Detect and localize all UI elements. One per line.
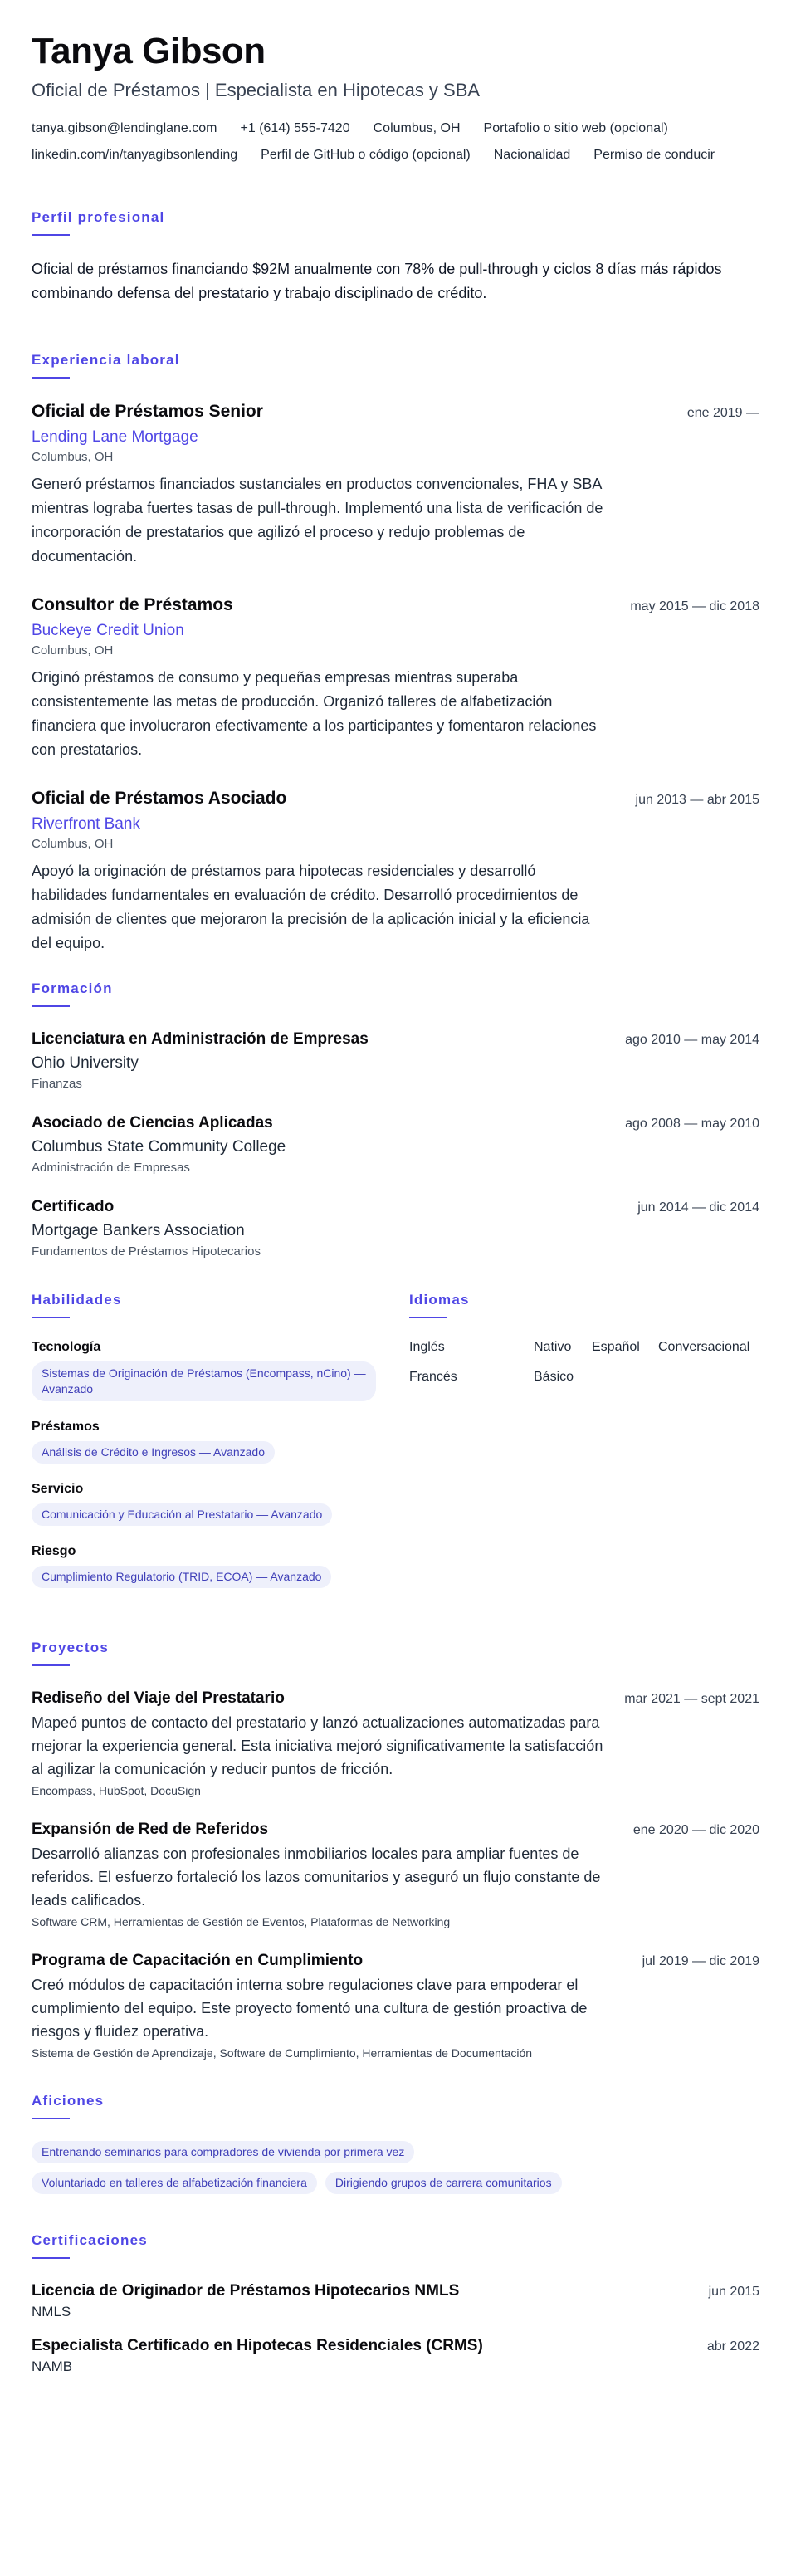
section-title: Experiencia laboral: [32, 352, 180, 368]
skill-category: Riesgo: [32, 1544, 76, 1558]
education-date: ago 2008 — may 2010: [625, 1117, 759, 1131]
job-description: Generó préstamos financiados sustanciales en productos convencionales, FHA y SBA mientras lograba fuertes tasas de pull-through. Implementó una lista de verificación de incorporación de prestatarios que agilizó el proceso y redujo problemas de documentación.: [32, 476, 603, 565]
job-location: Columbus, OH: [32, 643, 114, 657]
project-date: mar 2021 — sept 2021: [624, 1692, 759, 1706]
project-description: Desarrolló alianzas con profesionales inmobiliarios locales para ampliar fuentes de referidos. El esfuerzo fortaleció los lazos comunitarios y aseguró un flujo constante de leads calificados.: [32, 1845, 601, 1909]
project-entry: [32, 1688, 759, 1797]
certification-issuer: NMLS: [32, 2304, 71, 2319]
section-divider: [32, 1005, 70, 1007]
education-degree: Asociado de Ciencias Aplicadas: [32, 1114, 273, 1132]
education-date: ago 2010 — may 2014: [625, 1033, 759, 1047]
education-field: Finanzas: [32, 1077, 82, 1091]
job-description: Apoyó la originación de préstamos para hipotecas residenciales y desarrolló habilidades fundamentales en evaluación de crédito. Desarrolló procedimientos de admisión de clientes que mejoraron la precisión de la aplicación inicial y la eficiencia del equipo.: [32, 863, 590, 951]
skill-category: Tecnología: [32, 1340, 101, 1354]
summary-text: Oficial de préstamos financiando $92M anualmente con 78% de pull-through y ciclos 8 días más rápidos combinando defensa del prestatario y trabajo disciplinado de crédito.: [32, 261, 722, 301]
certification-entry: [32, 2280, 759, 2320]
skill-category: Préstamos: [32, 1420, 100, 1434]
contact-portfolio[interactable]: Portafolio o sitio web (opcional): [483, 121, 668, 135]
job-title: Oficial de Préstamos Senior: [32, 402, 263, 421]
experience-section: [32, 352, 759, 956]
certification-date: jun 2015: [708, 2285, 759, 2299]
project-tools: Software CRM, Herramientas de Gestión de Eventos, Plataformas de Networking: [32, 1915, 451, 1928]
contact-phone[interactable]: +1 (614) 555-7420: [240, 121, 350, 135]
project-description: Creó módulos de capacitación interna sobre regulaciones clave para empoderar el cumplimiento del equipo. Este proyecto fomentó una cultura de gestión proactiva de riesgos y fluidez operativa.: [32, 1977, 588, 2040]
contact-nationality: Nacionalidad: [493, 148, 571, 162]
certification-title: Licencia de Originador de Préstamos Hipotecarios NMLS: [32, 2282, 460, 2300]
section-title: Habilidades: [32, 1292, 122, 1308]
section-title: Formación: [32, 980, 113, 996]
skill-group: [32, 1544, 376, 1588]
project-tools: Encompass, HubSpot, DocuSign: [32, 1784, 201, 1797]
section-title: Idiomas: [409, 1292, 470, 1308]
skills-languages-section: [32, 1292, 759, 1606]
section-divider: [32, 2118, 70, 2119]
education-entry: [32, 1196, 759, 1259]
education-degree: Certificado: [32, 1198, 115, 1215]
job-entry: [32, 787, 759, 956]
project-title: Expansión de Red de Referidos: [32, 1821, 269, 1838]
job-company: Riverfront Bank: [32, 815, 140, 833]
education-entry: [32, 1029, 759, 1091]
project-title: Programa de Capacitación en Cumplimiento: [32, 1952, 364, 1969]
section-title: Proyectos: [32, 1640, 110, 1655]
job-location: Columbus, OH: [32, 837, 114, 851]
candidate-name: Tanya Gibson: [32, 31, 266, 71]
education-field: Administración de Empresas: [32, 1161, 190, 1175]
section-title: Perfil profesional: [32, 209, 165, 225]
language-name: Inglés: [409, 1340, 445, 1354]
section-divider: [32, 1664, 70, 1666]
job-description: Originó préstamos de consumo y pequeñas empresas mientras superaba consistentemente las metas de producción. Organizó talleres de alfabetización financiera que involucraron efectivamente a los participantes y fomentaron relaciones con prestatarios.: [32, 669, 597, 758]
certification-entry: [32, 2335, 759, 2375]
education-entry: [32, 1112, 759, 1175]
skill-chip: Comunicación y Educación al Prestatario — Avanzado: [32, 1503, 332, 1526]
language-row: [409, 1370, 758, 1385]
language-level: Conversacional: [658, 1340, 750, 1354]
education-field: Fundamentos de Préstamos Hipotecarios: [32, 1244, 261, 1259]
job-date: may 2015 — dic 2018: [630, 599, 759, 613]
interest-chip: Voluntariado en talleres de alfabetización financiera: [32, 2172, 317, 2194]
language-level: Nativo: [534, 1340, 572, 1354]
projects-section: [32, 1640, 759, 2060]
contact-email[interactable]: tanya.gibson@lendinglane.com: [32, 121, 217, 135]
section-divider: [32, 234, 70, 236]
language-name: Español: [592, 1340, 640, 1354]
interest-chip: Entrenando seminarios para compradores de vivienda por primera vez: [32, 2141, 414, 2163]
certification-date: abr 2022: [706, 2339, 759, 2354]
job-company: Buckeye Credit Union: [32, 622, 184, 639]
contact-location: Columbus, OH: [373, 121, 461, 135]
skill-group: [32, 1340, 376, 1401]
contact-driving-license: Permiso de conducir: [593, 148, 715, 162]
certification-issuer: NAMB: [32, 2358, 73, 2374]
language-level: Básico: [534, 1370, 574, 1384]
language-row: [409, 1340, 758, 1355]
skills-column: [32, 1292, 376, 1606]
certifications-section: [32, 2232, 759, 2375]
languages-column: [409, 1292, 758, 1606]
education-school: Columbus State Community College: [32, 1138, 286, 1156]
certification-title: Especialista Certificado en Hipotecas Residenciales (CRMS): [32, 2337, 483, 2354]
project-entry: [32, 1819, 759, 1928]
skill-category: Servicio: [32, 1482, 84, 1496]
job-entry: [32, 594, 759, 762]
language-name: Francés: [409, 1370, 457, 1384]
section-divider: [32, 377, 70, 379]
project-tools: Sistema de Gestión de Aprendizaje, Software de Cumplimiento, Herramientas de Documentación: [32, 2046, 533, 2060]
project-date: jul 2019 — dic 2019: [642, 1954, 759, 1968]
section-divider: [32, 1317, 70, 1318]
job-entry: [32, 400, 759, 569]
project-description: Mapeó puntos de contacto del prestatario y lanzó actualizaciones automatizadas para mejorar la experiencia general. Esta iniciativa mejoró significativamente la satisfacción al agilizar la comunicación y reducir puntos de fricción.: [32, 1714, 603, 1777]
contact-list: [32, 121, 759, 163]
project-title: Rediseño del Viaje del Prestatario: [32, 1689, 285, 1707]
skill-group: [32, 1482, 376, 1526]
resume-header: [32, 30, 759, 163]
section-title: Aficiones: [32, 2093, 105, 2109]
job-title: Consultor de Préstamos: [32, 595, 233, 614]
project-entry: [32, 1950, 759, 2060]
interests-section: [32, 2093, 759, 2194]
education-school: Mortgage Bankers Association: [32, 1222, 245, 1239]
interest-chip: Dirigiendo grupos de carrera comunitarios: [325, 2172, 562, 2194]
section-title: Certificaciones: [32, 2232, 148, 2248]
contact-github[interactable]: Perfil de GitHub o código (opcional): [261, 148, 471, 162]
skill-chip: Análisis de Crédito e Ingresos — Avanzado: [32, 1441, 275, 1464]
skill-group: [32, 1420, 376, 1464]
candidate-headline: Oficial de Préstamos | Especialista en Hipotecas y SBA: [32, 80, 481, 100]
education-date: jun 2014 — dic 2014: [637, 1200, 759, 1215]
contact-linkedin[interactable]: linkedin.com/in/tanyagibsonlending: [32, 148, 238, 162]
job-company: Lending Lane Mortgage: [32, 428, 198, 446]
skill-chip: Cumplimiento Regulatorio (TRID, ECOA) — Avanzado: [32, 1566, 331, 1588]
job-location: Columbus, OH: [32, 450, 114, 464]
project-date: ene 2020 — dic 2020: [632, 1823, 759, 1837]
job-date: ene 2019 —: [686, 406, 759, 420]
job-title: Oficial de Préstamos Asociado: [32, 789, 287, 808]
section-divider: [409, 1317, 447, 1318]
skill-chip: Sistemas de Originación de Préstamos (Encompass, nCino) — Avanzado: [32, 1361, 376, 1401]
interest-chips: [32, 2141, 759, 2194]
education-school: Ohio University: [32, 1054, 139, 1072]
section-divider: [32, 2257, 70, 2259]
education-section: [32, 980, 759, 1259]
education-degree: Licenciatura en Administración de Empresas: [32, 1030, 369, 1048]
job-date: jun 2013 — abr 2015: [635, 793, 759, 807]
summary-section: [32, 209, 759, 306]
